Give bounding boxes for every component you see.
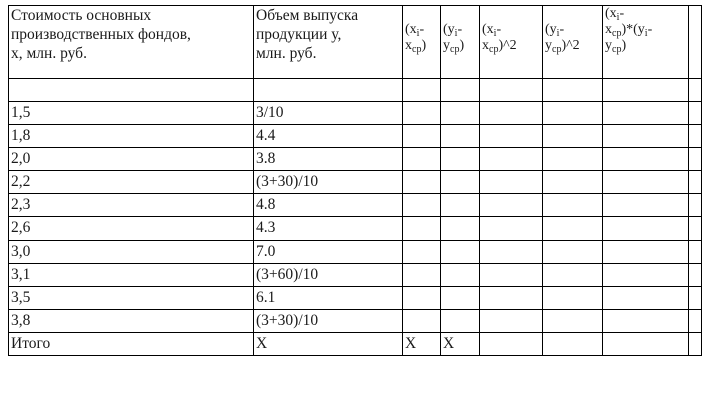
table-cell (480, 240, 543, 263)
table-row (9, 263, 702, 286)
table-cell (403, 102, 441, 125)
cell-x: 1,5 (9, 102, 254, 125)
header-extra (689, 6, 702, 79)
cell-y: 6.1 (254, 286, 403, 309)
table-cell (689, 240, 702, 263)
table-cell (403, 79, 441, 102)
table-cell (480, 217, 543, 240)
table-cell (9, 79, 254, 102)
table-cell (543, 309, 603, 332)
table-cell (543, 194, 603, 217)
table-cell (603, 171, 689, 194)
table-cell (689, 79, 702, 102)
table-cell (403, 125, 441, 148)
table-cell (403, 217, 441, 240)
table-row (9, 148, 702, 171)
table-cell (689, 171, 702, 194)
cell-x: 3,5 (9, 286, 254, 309)
table-row (9, 171, 702, 194)
header-x-dev: ($x_i-$ $x_{ср}$) (403, 6, 441, 79)
header-x: Стоимость основных производственных фондов, х, млн. руб. (9, 6, 254, 79)
table-cell (480, 171, 543, 194)
table-cell (254, 79, 403, 102)
table-cell (403, 148, 441, 171)
table-row (9, 309, 702, 332)
table-cell (603, 194, 689, 217)
cell-x: 2,2 (9, 171, 254, 194)
total-x-dev: X (403, 332, 441, 355)
blank-row (9, 79, 702, 102)
cell-y: 4.4 (254, 125, 403, 148)
table-cell (441, 286, 480, 309)
table-cell (603, 309, 689, 332)
total-row (9, 332, 702, 355)
table-row (9, 125, 702, 148)
cell-x: 3,0 (9, 240, 254, 263)
cell-y: (3+30)/10 (254, 171, 403, 194)
table-cell (603, 102, 689, 125)
cell-y: 7.0 (254, 240, 403, 263)
table-cell (441, 309, 480, 332)
table-cell (689, 102, 702, 125)
table-cell (441, 194, 480, 217)
table-cell (441, 102, 480, 125)
table-cell (480, 79, 543, 102)
cell-x: 1,8 (9, 125, 254, 148)
table-cell (689, 286, 702, 309)
cell-y: 4.8 (254, 194, 403, 217)
cell-x: 3,8 (9, 309, 254, 332)
header-xy-product: ($x_i-$ $x_{ср})*(y_i-$ $y_{ср}$) (603, 6, 689, 79)
table-cell (441, 125, 480, 148)
cell-y: 3/10 (254, 102, 403, 125)
table-cell (603, 125, 689, 148)
table-cell (689, 332, 702, 355)
table-cell (689, 217, 702, 240)
total-label: Итого (9, 332, 254, 355)
table-cell (543, 217, 603, 240)
table-cell (480, 286, 543, 309)
table-cell (543, 79, 603, 102)
table-cell (403, 309, 441, 332)
table-cell (603, 240, 689, 263)
table-cell (603, 332, 689, 355)
cell-x: 2,3 (9, 194, 254, 217)
table-row (9, 217, 702, 240)
table-cell (543, 148, 603, 171)
header-y-dev: ($y_i-$ $y_{ср}$) (441, 6, 480, 79)
table-cell (403, 194, 441, 217)
table-cell (603, 286, 689, 309)
table-cell (480, 102, 543, 125)
total-y-dev: X (441, 332, 480, 355)
cell-y: 3.8 (254, 148, 403, 171)
cell-y: (3+60)/10 (254, 263, 403, 286)
table-cell (603, 263, 689, 286)
table-cell (441, 217, 480, 240)
cell-y: (3+30)/10 (254, 309, 403, 332)
cell-y: 4.3 (254, 217, 403, 240)
table-cell (543, 263, 603, 286)
cell-x: 2,6 (9, 217, 254, 240)
table-cell (543, 240, 603, 263)
table-cell (480, 263, 543, 286)
table-cell (441, 148, 480, 171)
header-y-dev-sq: ($y_i-$ $y_{ср})\^{}2$ (543, 6, 603, 79)
header-row (9, 6, 702, 79)
table-cell (480, 332, 543, 355)
table-cell (441, 79, 480, 102)
table-row (9, 194, 702, 217)
table-cell (689, 194, 702, 217)
table-cell (441, 240, 480, 263)
table-cell (403, 286, 441, 309)
table-cell (480, 125, 543, 148)
table-cell (543, 171, 603, 194)
table-cell (689, 309, 702, 332)
table-cell (603, 79, 689, 102)
cell-x: 3,1 (9, 263, 254, 286)
table-cell (543, 286, 603, 309)
table-row (9, 240, 702, 263)
header-y: Объем выпуска продукции у, млн. руб. (254, 6, 403, 79)
table-cell (543, 125, 603, 148)
table-cell (603, 148, 689, 171)
table-cell (689, 148, 702, 171)
table-cell (543, 332, 603, 355)
table-cell (480, 309, 543, 332)
table-row (9, 102, 702, 125)
header-x-dev-sq: ($x_i-$ $x_{ср})\^{}2$ (480, 6, 543, 79)
table-cell (403, 263, 441, 286)
table-cell (441, 263, 480, 286)
table-row (9, 286, 702, 309)
table-cell (480, 148, 543, 171)
table-cell (441, 171, 480, 194)
regression-table (8, 5, 702, 356)
table-cell (480, 194, 543, 217)
table-cell (603, 217, 689, 240)
table-cell (689, 263, 702, 286)
table-cell (689, 125, 702, 148)
table-cell (403, 171, 441, 194)
table-cell (403, 240, 441, 263)
regression-table-container (8, 5, 702, 356)
table-cell (543, 102, 603, 125)
cell-x: 2,0 (9, 148, 254, 171)
total-y: X (254, 332, 403, 355)
